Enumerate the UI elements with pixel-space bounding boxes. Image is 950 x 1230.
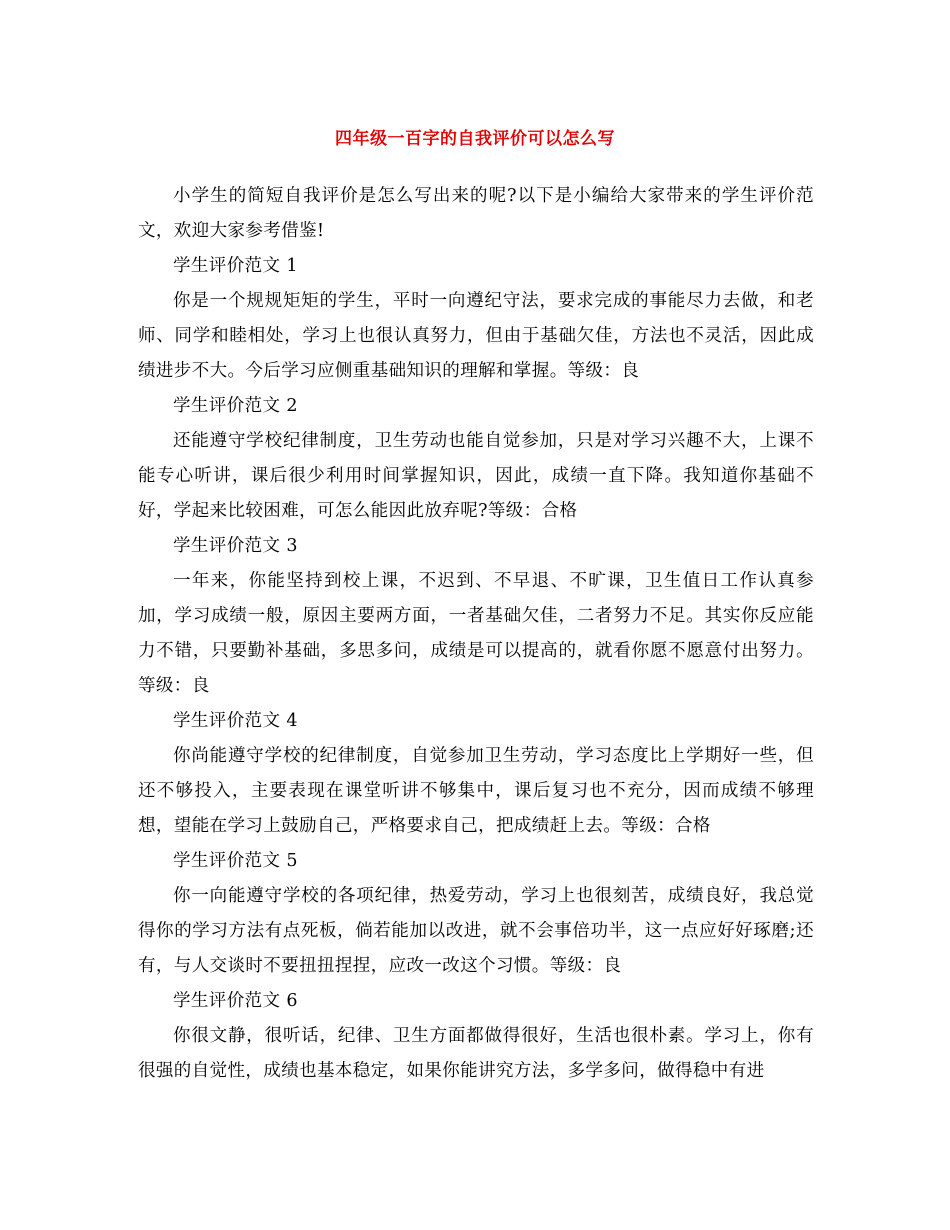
section-paragraph-2: 还能遵守学校纪律制度，卫生劳动也能自觉参加，只是对学习兴趣不大，上课不能专心听讲，课后很少利用时间掌握知识，因此，成绩一直下降。我知道你基础不好，学起来比较困难，可怎么能因此放弃呢?等级：合格: [138, 431, 814, 521]
section-heading-3: 学生评价范文 3: [173, 536, 298, 556]
document-body: [138, 179, 814, 1089]
section-paragraph-4: 你尚能遵守学校的纪律制度，自觉参加卫生劳动，学习态度比上学期好一些，但还不够投入，主要表现在课堂听讲不够集中，课后复习也不充分，因而成绩不够理想，望能在学习上鼓励自己，严格要求自己，把成绩赶上去。等级：合格: [138, 746, 814, 836]
section-paragraph-3: 一年来，你能坚持到校上课，不迟到、不早退、不旷课，卫生值日工作认真参加，学习成绩一般，原因主要两方面，一者基础欠佳，二者努力不足。其实你反应能力不错，只要勤补基础，多思多问，成绩是可以提高的，就看你愿不愿意付出努力。等级：良: [138, 571, 814, 696]
section-heading-1: 学生评价范文 1: [173, 256, 298, 276]
section-heading-6: 学生评价范文 6: [173, 991, 298, 1011]
section-heading-5: 学生评价范文 5: [173, 851, 298, 871]
section-heading-4: 学生评价范文 4: [173, 711, 298, 731]
section-heading-2: 学生评价范文 2: [173, 396, 298, 416]
document-title: 四年级一百字的自我评价可以怎么写: [335, 129, 615, 149]
section-paragraph-5: 你一向能遵守学校的各项纪律，热爱劳动，学习上也很刻苦，成绩良好，我总觉得你的学习方法有点死板，倘若能加以改进，就不会事倍功半，这一点应好好琢磨;还有，与人交谈时不要扭扭捏捏，应改一改这个习惯。等级：良: [138, 886, 814, 976]
intro-paragraph: 小学生的简短自我评价是怎么写出来的呢?以下是小编给大家带来的学生评价范文，欢迎大家参考借鉴!: [138, 186, 814, 241]
section-paragraph-1: 你是一个规规矩矩的学生，平时一向遵纪守法，要求完成的事能尽力去做，和老师、同学和睦相处，学习上也很认真努力，但由于基础欠佳，方法也不灵活，因此成绩进步不大。今后学习应侧重基础知识的理解和掌握。等级：良: [138, 291, 814, 381]
section-paragraph-6: 你很文静，很听话，纪律、卫生方面都做得很好，生活也很朴素。学习上，你有很强的自觉性，成绩也基本稳定，如果你能讲究方法，多学多问，做得稳中有进: [138, 1026, 814, 1081]
